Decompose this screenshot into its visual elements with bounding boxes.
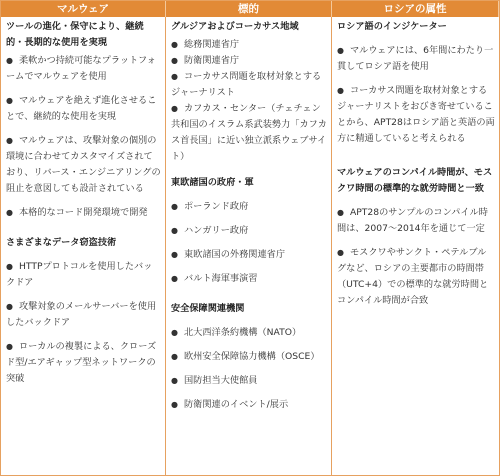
bullet-icon: ● <box>6 56 13 65</box>
bullet-icon: ● <box>171 250 178 259</box>
bullet-icon: ● <box>171 274 178 283</box>
list-item: ● 本格的なコード開発環境で開発 <box>6 207 148 218</box>
list-item: ● コーカサス問題を取材対象とするジャーナリスト <box>171 71 322 98</box>
list-item: ● 北大西洋条約機構（NATO） <box>171 327 302 338</box>
list-item: ● バルト海軍事演習 <box>171 273 258 284</box>
bullet-icon: ● <box>171 202 178 211</box>
list-item: ● マルウェアを絶えず進化させることで、継続的な使用を実現 <box>6 95 157 122</box>
list-item: ● マルウェアは、攻撃対象の個別の環境に合わせてカスタマイズされており、リバース・エンジニアリングの阻止を意図しても設計されている <box>6 135 161 194</box>
bullet-icon: ● <box>6 262 13 271</box>
eastern-europe-list <box>171 199 327 287</box>
bullet-icon: ● <box>337 86 344 95</box>
security-orgs-title: 安全保障関連機関 <box>171 303 245 314</box>
data-theft-list <box>6 259 161 387</box>
list-item: ● 国防担当大使館員 <box>171 375 258 386</box>
list-item: ● コーカサス問題を取材対象とするジャーナリストをおびき寄せていることから、APT28はロシア語と英語の両方に精通していると考えられる <box>337 85 495 144</box>
malware-section-title: ツールの進化・保守により、継続的・長期的な使用を実現 <box>6 21 144 48</box>
security-orgs-list <box>171 325 327 413</box>
data-theft-section-title: さまざまなデータ窃盗技術 <box>6 237 117 248</box>
compile-time-title: マルウェアのコンパイル時間が、モスクワ時間の標準的な就労時間と一致 <box>337 167 493 194</box>
bullet-icon: ● <box>171 352 178 361</box>
list-item: ● ハンガリー政府 <box>171 225 249 236</box>
compile-time-list <box>337 205 495 309</box>
bullet-icon: ● <box>6 96 13 105</box>
bullet-icon: ● <box>171 400 178 409</box>
bullet-icon: ● <box>171 328 178 337</box>
list-item: ● ポーランド政府 <box>171 201 249 212</box>
list-item: ● 総務関連省庁 <box>171 39 240 50</box>
list-item: ● 防衛関連省庁 <box>171 55 240 66</box>
russian-attributes-column <box>332 17 499 475</box>
header-malware: マルウェア <box>1 1 166 17</box>
header-russian-attributes: ロシアの属性 <box>332 1 499 17</box>
bullet-icon: ● <box>337 46 344 55</box>
bullet-icon: ● <box>171 72 178 81</box>
eastern-europe-title: 東欧諸国の政府・軍 <box>171 177 254 188</box>
bullet-icon: ● <box>171 376 178 385</box>
bullet-icon: ● <box>171 56 178 65</box>
list-item: ● モスクワやサンクト・ペテルブルグなど、ロシアの主要都市の時間帯（UTC+4）での標準的な就労時間とコンパイル時間が合致 <box>337 247 489 306</box>
list-item: ● 柔軟かつ持続可能なプラットフォームでマルウェアを使用 <box>6 55 156 82</box>
list-item: ● HTTPプロトコルを使用したバックドア <box>6 261 153 288</box>
bullet-icon: ● <box>6 302 13 311</box>
list-item: ● 攻撃対象のメールサーバーを使用したバックドア <box>6 301 157 328</box>
bullet-icon: ● <box>337 248 344 257</box>
bullet-icon: ● <box>6 208 13 217</box>
bullet-icon: ● <box>6 342 13 351</box>
russian-indicators-list <box>337 43 495 147</box>
bullet-icon: ● <box>171 226 178 235</box>
list-item: ● APT28のサンプルのコンパイル時間は、2007〜2014年を通じて一定 <box>337 207 488 234</box>
georgia-caucasus-title: グルジアおよびコーカサス地域 <box>171 21 299 32</box>
list-item: ● 欧州安全保障協力機構（OSCE） <box>171 351 320 362</box>
bullet-icon: ● <box>171 40 178 49</box>
malware-list <box>6 53 161 221</box>
russian-indicators-title: ロシア語のインジケーター <box>337 21 447 32</box>
targets-column <box>166 17 332 475</box>
bullet-icon: ● <box>337 208 344 217</box>
list-item: ● 東欧諸国の外務関連省庁 <box>171 249 286 260</box>
list-item: ● マルウェアには、6年間にわたり一貫してロシア語を使用 <box>337 45 494 72</box>
bullet-icon: ● <box>171 104 178 113</box>
list-item: ● ローカルの複製による、クローズド型/エアギャップ型ネットワークの突破 <box>6 341 157 384</box>
header-targets: 標的 <box>166 1 332 17</box>
bullet-icon: ● <box>6 136 13 145</box>
list-item: ● 防衛関連のイベント/展示 <box>171 399 289 410</box>
list-item: ● カフカス・センター（チェチェン共和国のイスラム系武装勢力「カフカス首長国」に近い独立派系ウェブサイト） <box>171 103 327 162</box>
malware-column <box>1 17 166 475</box>
georgia-caucasus-list <box>171 37 327 165</box>
